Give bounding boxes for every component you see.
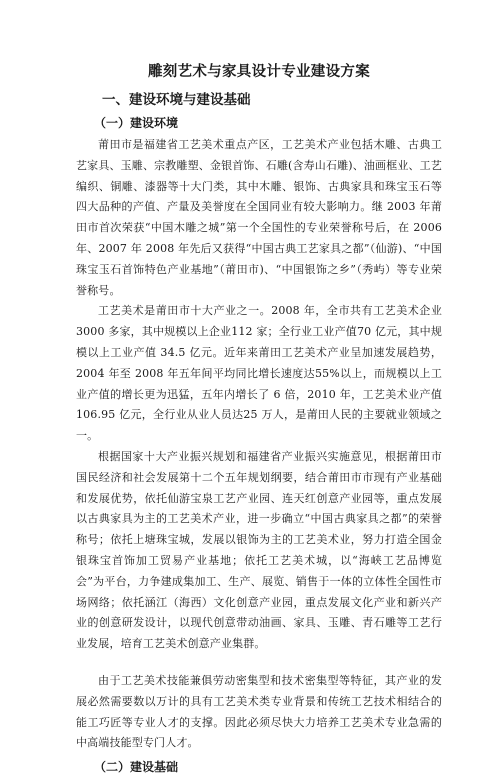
- subsection-heading: （二）建设基础: [94, 760, 179, 775]
- paragraph: 工艺美术是莆田市十大产业之一。2008 年，全市共有工艺美术企业3000 多家，其中规模以上企业112 家；全行业工业产值70 亿元，其中规模以上工业产值 34.5 亿元。近年来莆田工艺美术产业呈加速发展趋势，2004 年至 2008 年五年间平均同比增长速度达55%以上，而规模以上工业产值的增长更为迅猛，五年内增长了 6 倍，2010 年，工艺美术业产值106.95 亿元，全行业从业人员达25 万人，是莆田人民的主要就业领域之一。: [76, 304, 442, 443]
- subsection-heading: （一）建设环境: [94, 116, 179, 130]
- paragraph: 根据国家十大产业振兴规划和福建省产业振兴实施意见，根据莆田市国民经济和社会发展第十二个五年规划纲要，结合莆田市市现有产业基础和发展优势，依托仙游宝泉工艺产业园、连天红创意产业园等，重点发展以古典家具为主的工艺美术产业，进一步确立“中国古典家具之都”的荣誉称号；依托上塘珠宝城，发展以银饰为主的工艺美术业，努力打造全国金银珠宝首饰加工贸易产业基地；依托工艺美术城，以“海峡工艺品博览会”为平台，力争建成集加工、生产、展览、销售于一体的立体性全国性市场网络；依托涵江（海西）文化创意产业园，重点发展文化产业和新兴产业的创意研发设计，以现代创意带动油画、家具、玉雕、青石雕等工艺行业发展，培育工艺美术创意产业集群。: [76, 449, 442, 651]
- paragraph: 莆田市是福建省工艺美术重点产区，工艺美术产业包括木雕、古典工艺家具、玉雕、宗教雕塑、金银首饰、石雕(含寿山石雕)、油画框业、工艺编织、铜雕、漆器等十大门类，其中木雕、银饰、古典家具和珠宝玉石等四大品种的产值、产量及美誉度在全国同业有较大影响力。继 2003 年莆田市首次荣获“中国木雕之城”第一个全国性的专业荣誉称号后，在 2006 年、2007 年 2008 年先后又获得“中国古典工艺家具之都”（仙游)、“中国珠宝玉石首饰特色产业基地”（莆田市)、“中国银饰之乡”（秀屿）等专业荣誉称号。: [76, 138, 442, 297]
- section-heading: 一、建设环境与建设基础: [102, 92, 251, 108]
- document-title: 雕刻艺术与家具设计专业建设方案: [148, 64, 370, 80]
- paragraph: 由于工艺美术技能兼俱劳动密集型和技术密集型等特征，其产业的发展必然需要数以万计的具有工艺美术类专业背景和传统工艺技术相结合的能工巧匠等专业人才的支撑。因此必须尽快大力培养工艺美术专业急需的中高端技能型专门人才。: [76, 673, 442, 750]
- paragraph-gap: [76, 655, 442, 671]
